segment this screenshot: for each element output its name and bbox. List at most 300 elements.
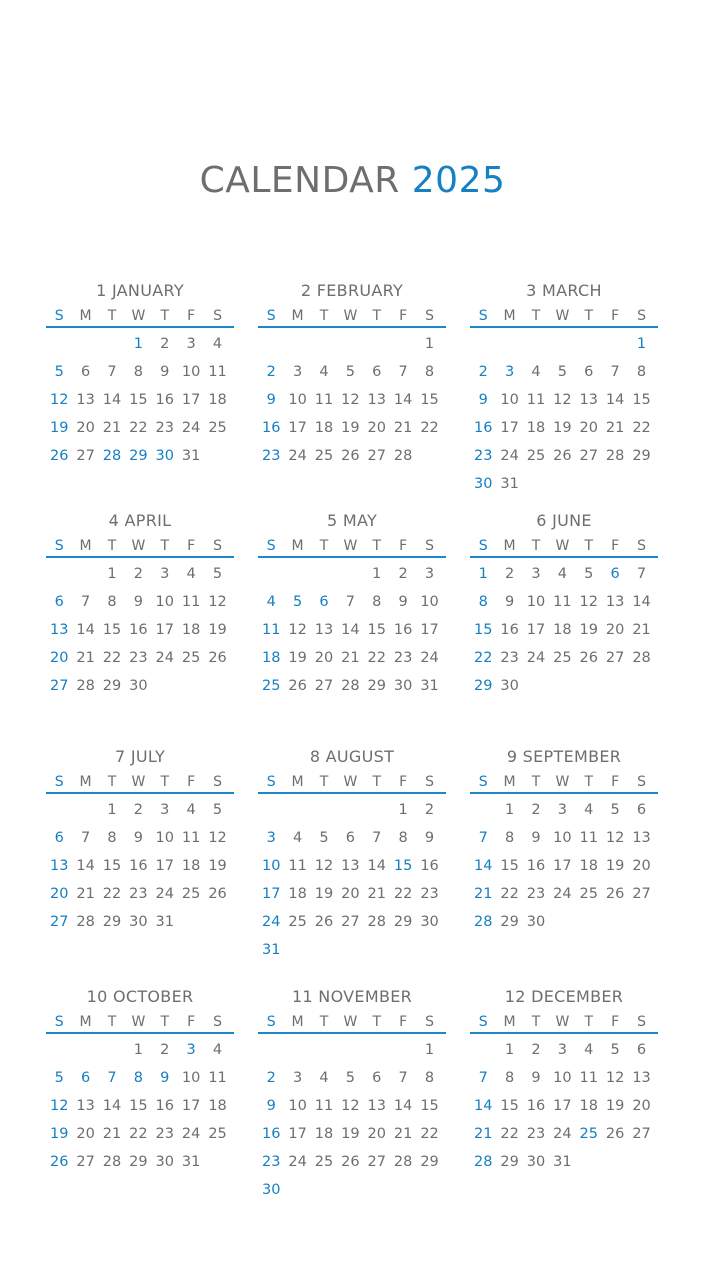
day-cell: 28	[393, 1154, 413, 1170]
weekday-label: W	[343, 308, 358, 324]
day-cell: 2	[478, 364, 488, 380]
empty-cell	[311, 560, 337, 588]
day-cell: 16	[129, 622, 148, 638]
day-cell: 31	[500, 476, 519, 492]
day-cell: 2	[398, 566, 408, 582]
day-cell: 26	[314, 914, 334, 930]
day-cell: 25	[553, 650, 572, 666]
day-cell: 26	[579, 650, 598, 666]
day-cell: 16	[500, 622, 519, 638]
empty-cell	[337, 330, 363, 358]
empty-cell	[523, 330, 549, 358]
month-block	[46, 510, 234, 700]
day-cell: 20	[367, 420, 386, 436]
empty-cell	[72, 560, 98, 588]
day-cell: 15	[420, 1098, 439, 1114]
weekday-label: W	[343, 538, 358, 554]
day-cell: 27	[367, 1154, 386, 1170]
day-cell: 13	[49, 622, 69, 638]
day-cell: 30	[420, 914, 439, 930]
day-cell: 13	[367, 1098, 386, 1114]
weekday-label: T	[160, 774, 170, 790]
weekday-label: S	[266, 538, 276, 554]
day-cell: 17	[181, 392, 201, 408]
day-cell: 16	[526, 1098, 546, 1114]
day-cell: 30	[155, 448, 174, 464]
day-cell: 2	[531, 1042, 541, 1058]
weekday-label: S	[478, 308, 488, 324]
weekday-label: T	[319, 1014, 329, 1030]
day-cell: 5	[610, 1042, 620, 1058]
day-cell: 20	[367, 1126, 386, 1142]
day-cell: 4	[212, 1042, 223, 1058]
day-cell: 20	[579, 420, 598, 436]
day-cell: 19	[605, 858, 625, 874]
day-cell: 13	[579, 392, 598, 408]
day-cell: 19	[341, 1126, 360, 1142]
day-grid	[258, 796, 446, 964]
day-cell: 6	[584, 364, 594, 380]
day-cell: 19	[49, 1126, 69, 1142]
day-cell: 22	[500, 886, 519, 902]
day-cell: 7	[107, 364, 117, 380]
day-cell: 30	[155, 1154, 174, 1170]
day-cell: 9	[398, 594, 408, 610]
weekday-label: M	[79, 308, 92, 324]
day-cell: 4	[186, 566, 196, 582]
empty-cell	[470, 330, 496, 358]
day-cell: 29	[393, 914, 413, 930]
day-cell: 28	[341, 678, 360, 694]
day-cell: 13	[49, 858, 69, 874]
day-cell: 1	[133, 336, 143, 352]
day-cell: 27	[579, 448, 598, 464]
empty-cell	[258, 330, 284, 358]
day-cell: 11	[261, 622, 281, 638]
day-grid	[46, 330, 234, 470]
day-cell: 7	[478, 830, 488, 846]
day-cell: 18	[208, 1098, 227, 1114]
day-cell: 26	[288, 678, 307, 694]
day-cell: 2	[531, 802, 541, 818]
day-cell: 21	[76, 650, 95, 666]
day-cell: 16	[261, 420, 281, 436]
day-cell: 10	[420, 594, 439, 610]
weekday-label: S	[213, 308, 222, 324]
day-cell: 23	[526, 886, 546, 902]
day-cell: 7	[80, 830, 91, 846]
weekday-label: F	[399, 308, 408, 324]
day-cell: 8	[107, 830, 117, 846]
weekday-label: M	[79, 538, 92, 554]
day-cell: 28	[76, 914, 95, 930]
weekday-header	[470, 772, 658, 794]
day-cell: 25	[579, 886, 598, 902]
day-cell: 15	[129, 1098, 148, 1114]
title-text: CALENDAR	[199, 160, 400, 201]
weekday-header	[470, 306, 658, 328]
day-cell: 3	[424, 566, 435, 582]
month-name: 9 SEPTEMBER	[506, 747, 622, 766]
day-cell: 2	[424, 802, 435, 818]
day-cell: 24	[288, 448, 307, 464]
day-cell: 19	[579, 622, 598, 638]
day-cell: 10	[288, 392, 307, 408]
day-cell: 2	[160, 1042, 170, 1058]
day-cell: 31	[261, 942, 281, 958]
day-cell: 30	[500, 678, 519, 694]
day-cell: 29	[102, 914, 122, 930]
day-cell: 11	[288, 858, 307, 874]
weekday-label: F	[611, 774, 620, 790]
day-cell: 7	[398, 364, 408, 380]
day-cell: 27	[76, 448, 95, 464]
day-cell: 22	[420, 420, 439, 436]
day-cell: 21	[632, 622, 651, 638]
day-cell: 27	[632, 886, 651, 902]
day-cell: 25	[526, 448, 546, 464]
day-cell: 28	[102, 1154, 122, 1170]
day-cell: 27	[76, 1154, 95, 1170]
month-name: 6 JUNE	[536, 511, 592, 530]
day-cell: 9	[424, 830, 435, 846]
weekday-label: M	[291, 1014, 304, 1030]
day-cell: 22	[129, 420, 148, 436]
weekday-label: S	[425, 774, 434, 790]
day-cell: 10	[500, 392, 519, 408]
month-name: 5 MAY	[326, 511, 378, 530]
day-cell: 1	[424, 336, 435, 352]
day-cell: 15	[102, 858, 122, 874]
day-cell: 20	[632, 858, 651, 874]
weekday-label: M	[291, 308, 304, 324]
day-cell: 29	[129, 1154, 148, 1170]
day-cell: 23	[261, 1154, 281, 1170]
day-cell: 9	[133, 830, 143, 846]
day-cell: 24	[553, 1126, 572, 1142]
month-name: 11 NOVEMBER	[291, 987, 413, 1006]
day-cell: 10	[155, 830, 174, 846]
day-cell: 19	[208, 858, 227, 874]
day-cell: 25	[314, 1154, 334, 1170]
weekday-label: T	[584, 774, 594, 790]
day-cell: 13	[632, 1070, 651, 1086]
day-cell: 12	[579, 594, 598, 610]
month-block	[470, 510, 658, 700]
weekday-label: S	[54, 774, 64, 790]
day-cell: 8	[107, 594, 117, 610]
day-cell: 10	[553, 830, 572, 846]
weekday-label: S	[425, 538, 434, 554]
day-cell: 11	[181, 830, 201, 846]
weekday-label: T	[531, 538, 541, 554]
day-cell: 24	[420, 650, 439, 666]
day-cell: 28	[473, 914, 493, 930]
weekday-label: T	[584, 538, 594, 554]
month-name: 10 OCTOBER	[86, 987, 194, 1006]
day-cell: 3	[160, 802, 170, 818]
day-cell: 7	[636, 566, 647, 582]
day-cell: 21	[393, 1126, 413, 1142]
day-cell: 4	[584, 802, 594, 818]
day-grid	[470, 560, 658, 700]
day-cell: 14	[632, 594, 651, 610]
day-cell: 19	[288, 650, 307, 666]
empty-cell	[311, 1036, 337, 1064]
day-cell: 31	[181, 448, 201, 464]
day-cell: 18	[579, 1098, 598, 1114]
weekday-label: T	[160, 308, 170, 324]
day-cell: 1	[133, 1042, 143, 1058]
day-cell: 2	[133, 566, 143, 582]
day-cell: 8	[636, 364, 647, 380]
empty-cell	[470, 1036, 496, 1064]
month-block	[46, 746, 234, 936]
weekday-label: S	[266, 308, 276, 324]
day-cell: 13	[76, 392, 95, 408]
day-cell: 6	[54, 830, 64, 846]
day-cell: 24	[526, 650, 546, 666]
day-cell: 16	[129, 858, 148, 874]
day-cell: 13	[76, 1098, 95, 1114]
day-cell: 13	[632, 830, 651, 846]
day-cell: 10	[553, 1070, 572, 1086]
weekday-label: S	[637, 774, 646, 790]
empty-cell	[390, 330, 416, 358]
day-cell: 12	[605, 830, 625, 846]
empty-cell	[46, 330, 72, 358]
day-grid	[46, 796, 234, 936]
day-cell: 1	[398, 802, 408, 818]
weekday-label: W	[131, 1014, 146, 1030]
weekday-label: S	[425, 1014, 434, 1030]
weekday-header	[46, 536, 234, 558]
day-cell: 17	[261, 886, 281, 902]
day-cell: 12	[208, 594, 227, 610]
day-cell: 15	[393, 858, 413, 874]
day-cell: 15	[632, 392, 651, 408]
day-cell: 28	[102, 448, 122, 464]
day-cell: 30	[129, 678, 148, 694]
day-cell: 29	[473, 678, 493, 694]
month-name: 1 JANUARY	[96, 281, 184, 300]
empty-cell	[284, 796, 310, 824]
day-cell: 6	[54, 594, 64, 610]
empty-cell	[284, 330, 310, 358]
weekday-label: S	[54, 1014, 64, 1030]
day-cell: 1	[372, 566, 382, 582]
day-cell: 19	[208, 622, 227, 638]
weekday-label: T	[531, 774, 541, 790]
weekday-label: T	[531, 308, 541, 324]
weekday-label: F	[611, 308, 620, 324]
day-cell: 12	[605, 1070, 625, 1086]
empty-cell	[284, 560, 310, 588]
weekday-label: S	[637, 1014, 646, 1030]
day-cell: 18	[288, 886, 307, 902]
day-cell: 29	[500, 1154, 519, 1170]
day-cell: 6	[345, 830, 355, 846]
day-cell: 4	[186, 802, 196, 818]
day-cell: 24	[181, 420, 201, 436]
day-cell: 17	[155, 622, 174, 638]
day-cell: 30	[526, 914, 546, 930]
day-cell: 4	[319, 1070, 329, 1086]
day-cell: 2	[266, 364, 276, 380]
day-cell: 23	[129, 650, 148, 666]
day-cell: 9	[478, 392, 488, 408]
day-cell: 23	[526, 1126, 546, 1142]
day-grid	[470, 330, 658, 498]
day-cell: 5	[54, 364, 64, 380]
day-cell: 12	[314, 858, 334, 874]
day-cell: 7	[345, 594, 355, 610]
weekday-label: T	[531, 1014, 541, 1030]
weekday-header	[258, 306, 446, 328]
day-cell: 15	[102, 622, 122, 638]
day-cell: 20	[76, 1126, 95, 1142]
weekday-label: F	[187, 308, 196, 324]
day-cell: 11	[208, 1070, 227, 1086]
empty-cell	[364, 330, 390, 358]
day-cell: 8	[504, 1070, 515, 1086]
day-cell: 3	[160, 566, 170, 582]
day-cell: 1	[504, 1042, 515, 1058]
day-grid	[470, 1036, 658, 1176]
title-year: 2025	[411, 160, 506, 201]
day-cell: 15	[473, 622, 493, 638]
day-cell: 5	[319, 830, 329, 846]
day-cell: 23	[473, 448, 493, 464]
empty-cell	[46, 796, 72, 824]
month-name: 8 AUGUST	[309, 747, 395, 766]
empty-cell	[364, 1036, 390, 1064]
weekday-label: M	[503, 774, 516, 790]
weekday-label: F	[187, 774, 196, 790]
day-cell: 25	[261, 678, 281, 694]
weekday-label: T	[160, 1014, 170, 1030]
day-cell: 23	[155, 1126, 174, 1142]
weekday-label: M	[503, 1014, 516, 1030]
day-cell: 1	[424, 1042, 435, 1058]
day-cell: 27	[605, 650, 625, 666]
day-cell: 6	[80, 1070, 91, 1086]
day-cell: 31	[553, 1154, 572, 1170]
weekday-label: S	[425, 308, 434, 324]
day-cell: 17	[553, 1098, 572, 1114]
day-cell: 14	[605, 392, 625, 408]
day-cell: 22	[473, 650, 493, 666]
day-grid	[470, 796, 658, 936]
day-cell: 23	[500, 650, 519, 666]
empty-cell	[72, 1036, 98, 1064]
weekday-label: F	[399, 538, 408, 554]
day-cell: 9	[160, 364, 170, 380]
month-block	[470, 280, 658, 498]
weekday-label: F	[399, 774, 408, 790]
day-cell: 22	[420, 1126, 439, 1142]
day-cell: 19	[605, 1098, 625, 1114]
day-cell: 7	[398, 1070, 408, 1086]
day-cell: 3	[266, 830, 276, 846]
weekday-label: F	[611, 538, 620, 554]
empty-cell	[496, 330, 522, 358]
weekday-label: T	[160, 538, 170, 554]
day-cell: 25	[208, 1126, 227, 1142]
day-cell: 11	[314, 392, 334, 408]
day-cell: 20	[76, 420, 95, 436]
day-cell: 20	[632, 1098, 651, 1114]
day-cell: 3	[186, 336, 196, 352]
day-cell: 15	[500, 858, 519, 874]
day-cell: 25	[181, 886, 201, 902]
day-cell: 11	[579, 830, 598, 846]
day-cell: 27	[632, 1126, 651, 1142]
day-cell: 18	[181, 858, 201, 874]
day-cell: 3	[292, 1070, 303, 1086]
day-cell: 26	[605, 886, 625, 902]
day-cell: 18	[526, 420, 546, 436]
empty-cell	[72, 330, 98, 358]
day-cell: 28	[367, 914, 386, 930]
empty-cell	[470, 796, 496, 824]
day-cell: 31	[181, 1154, 201, 1170]
day-cell: 7	[478, 1070, 488, 1086]
day-cell: 28	[393, 448, 413, 464]
day-cell: 1	[478, 566, 488, 582]
day-cell: 3	[186, 1042, 196, 1058]
empty-cell	[46, 560, 72, 588]
weekday-label: T	[107, 538, 117, 554]
day-cell: 9	[266, 392, 276, 408]
day-cell: 8	[478, 594, 488, 610]
day-cell: 30	[129, 914, 148, 930]
day-cell: 17	[288, 1126, 307, 1142]
day-cell: 6	[636, 802, 647, 818]
day-cell: 9	[531, 1070, 541, 1086]
day-cell: 21	[102, 1126, 122, 1142]
day-cell: 6	[372, 364, 382, 380]
empty-cell	[311, 330, 337, 358]
day-cell: 26	[49, 1154, 69, 1170]
day-cell: 5	[345, 1070, 355, 1086]
day-cell: 1	[504, 802, 515, 818]
day-cell: 20	[605, 622, 625, 638]
day-cell: 26	[605, 1126, 625, 1142]
day-cell: 12	[341, 1098, 360, 1114]
weekday-label: T	[372, 1014, 382, 1030]
weekday-label: S	[54, 538, 64, 554]
weekday-label: T	[107, 308, 117, 324]
day-cell: 21	[102, 420, 122, 436]
day-cell: 19	[341, 420, 360, 436]
day-cell: 19	[314, 886, 334, 902]
day-cell: 2	[266, 1070, 276, 1086]
day-cell: 20	[314, 650, 334, 666]
day-cell: 16	[473, 420, 493, 436]
day-cell: 8	[424, 364, 435, 380]
day-cell: 24	[181, 1126, 201, 1142]
day-cell: 12	[288, 622, 307, 638]
day-cell: 22	[367, 650, 386, 666]
day-cell: 16	[420, 858, 439, 874]
day-cell: 10	[288, 1098, 307, 1114]
day-cell: 29	[102, 678, 122, 694]
month-block	[470, 986, 658, 1176]
day-cell: 7	[610, 364, 620, 380]
month-block	[46, 986, 234, 1176]
day-cell: 24	[155, 886, 174, 902]
